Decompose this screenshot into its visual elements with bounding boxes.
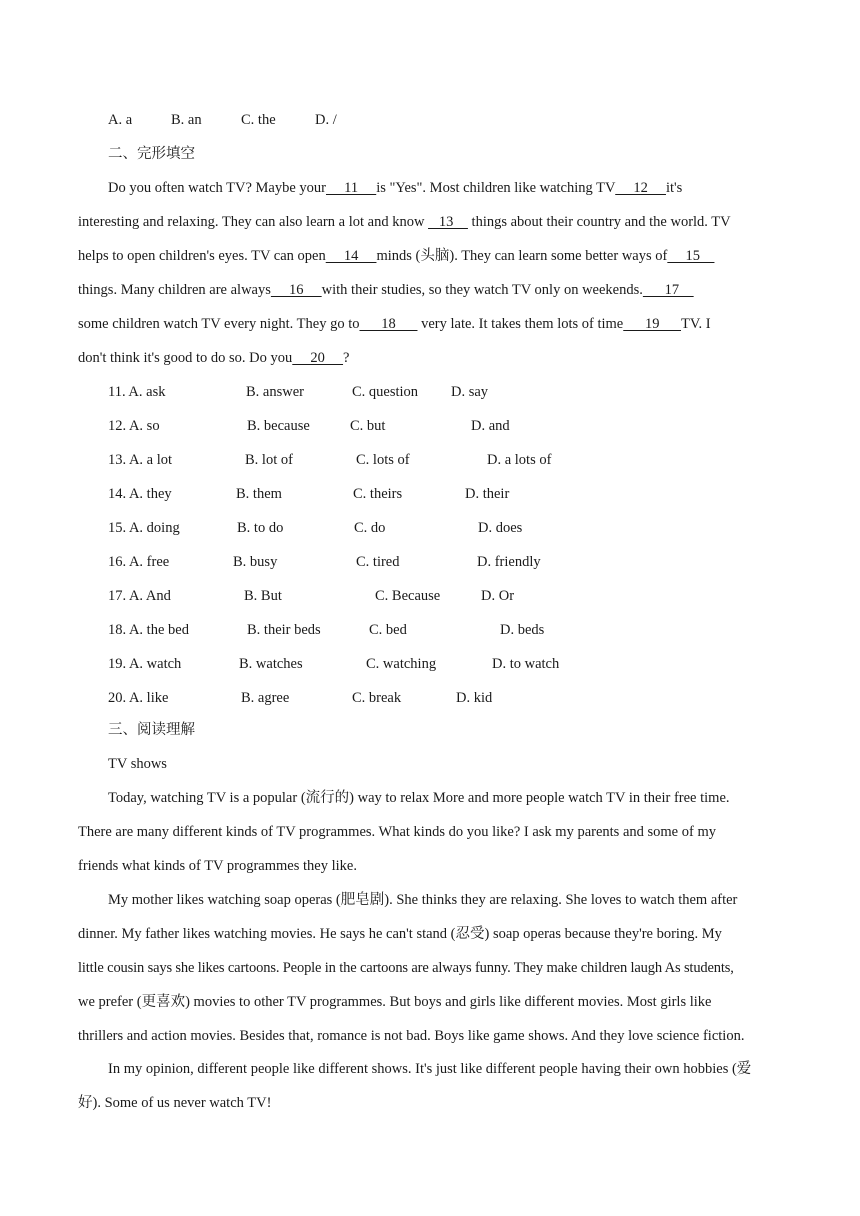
question-option-c: C. watching	[366, 656, 437, 672]
question-option-a: 12. A. so	[108, 418, 160, 434]
question-option-b: B. busy	[233, 554, 278, 570]
passage-line: There are many different kinds of TV programmes. What kinds do you like? I ask my parents and some of my	[78, 824, 716, 840]
blank-12: 12	[615, 180, 666, 196]
blank-17: 17	[642, 282, 694, 298]
question-option-b: B. But	[244, 588, 282, 604]
blank-19: 19	[623, 316, 681, 332]
section-2-heading: 二、完形填空	[108, 146, 195, 162]
passage-line: friends what kinds of TV programmes they like.	[78, 858, 357, 874]
question-option-a: 17. A. And	[108, 588, 171, 604]
passage-line: we prefer (更喜欢) movies to other TV programmes. But boys and girls like different movies. Most girls like	[78, 994, 712, 1010]
passage-line: 好). Some of us never watch TV!	[78, 1095, 272, 1111]
question-option-d: D. a lots of	[487, 452, 552, 468]
question-option-b: B. answer	[246, 384, 304, 400]
passage-line: thrillers and action movies. Besides that, romance is not bad. Boys like game shows. And they love science fiction.	[78, 1028, 745, 1044]
blank-20: 20	[292, 350, 344, 366]
cloze-line: don't think it's good to do so. Do you 20 ?	[78, 350, 350, 366]
question-option-c: C. do	[354, 520, 386, 536]
passage-line: In my opinion, different people like different shows. It's just like different people having their own hobbies (爱	[108, 1061, 752, 1077]
cloze-line: things. Many children are always 16 with their studies, so they watch TV only on weekends. 17	[78, 282, 694, 298]
cloze-line: Do you often watch TV? Maybe your 11 is "Yes". Most children like watching TV 12 it's	[108, 180, 683, 196]
question-option-b: B. their beds	[247, 622, 321, 638]
blank-16: 16	[270, 282, 322, 298]
blank-13: 13	[428, 214, 468, 230]
question-option-d: D. and	[471, 418, 510, 434]
blank-11: 11	[325, 180, 377, 196]
passage-title: TV shows	[108, 756, 167, 772]
cloze-line: helps to open children's eyes. TV can open 14 minds (头脑). They can learn some better ways of 15	[78, 248, 715, 264]
question-option-d: D. does	[478, 520, 523, 536]
question-option-d: D. Or	[481, 588, 515, 604]
passage-line: little cousin says she likes cartoons. People in the cartoons are always funny. They make children laugh As students,	[78, 960, 734, 976]
question-option-b: B. to do	[237, 520, 284, 536]
question-option-a: 16. A. free	[108, 554, 170, 570]
passage-line: Today, watching TV is a popular (流行的) way to relax More and more people watch TV in their free time.	[108, 790, 730, 806]
q10-option-c: C. the	[241, 112, 276, 128]
question-option-b: B. watches	[239, 656, 303, 672]
question-option-d: D. beds	[500, 622, 545, 638]
question-option-b: B. because	[247, 418, 310, 434]
q10-option-d: D. /	[315, 112, 337, 128]
question-option-c: C. tired	[356, 554, 400, 570]
q10-option-a: A. a	[108, 112, 133, 128]
question-option-d: D. say	[451, 384, 489, 400]
question-option-c: C. break	[352, 690, 402, 706]
question-option-a: 18. A. the bed	[108, 622, 189, 638]
question-option-d: D. friendly	[477, 554, 541, 570]
question-option-d: D. to watch	[492, 656, 560, 672]
question-option-d: D. their	[465, 486, 510, 502]
question-option-c: C. question	[352, 384, 419, 400]
question-option-b: B. agree	[241, 690, 290, 706]
blank-18: 18	[359, 316, 418, 332]
question-option-b: B. them	[236, 486, 282, 502]
question-option-c: C. Because	[375, 588, 441, 604]
blank-14: 14	[325, 248, 377, 264]
question-option-c: C. lots of	[356, 452, 410, 468]
question-option-c: C. but	[350, 418, 386, 434]
question-option-a: 20. A. like	[108, 690, 169, 706]
question-option-a: 13. A. a lot	[108, 452, 173, 468]
cloze-line: interesting and relaxing. They can also learn a lot and know 13 things about their country and the world. TV	[78, 214, 731, 230]
question-option-a: 15. A. doing	[108, 520, 180, 536]
question-option-b: B. lot of	[245, 452, 293, 468]
question-option-d: D. kid	[456, 690, 493, 706]
passage-line: My mother likes watching soap operas (肥皂剧). She thinks they are relaxing. She loves to watch them after	[108, 892, 738, 908]
question-option-c: C. theirs	[353, 486, 403, 502]
question-option-a: 14. A. they	[108, 486, 172, 502]
cloze-line: some children watch TV every night. They go to 18 very late. It takes them lots of time 19 TV. I	[78, 316, 711, 332]
question-option-c: C. bed	[369, 622, 407, 638]
blank-15: 15	[667, 248, 715, 264]
question-option-a: 19. A. watch	[108, 656, 182, 672]
q10-option-b: B. an	[171, 112, 202, 128]
section-3-heading: 三、阅读理解	[108, 722, 195, 738]
question-option-a: 11. A. ask	[108, 384, 166, 400]
passage-line: dinner. My father likes watching movies. He says he can't stand (忍受) soap operas because they're boring. My	[78, 926, 722, 942]
